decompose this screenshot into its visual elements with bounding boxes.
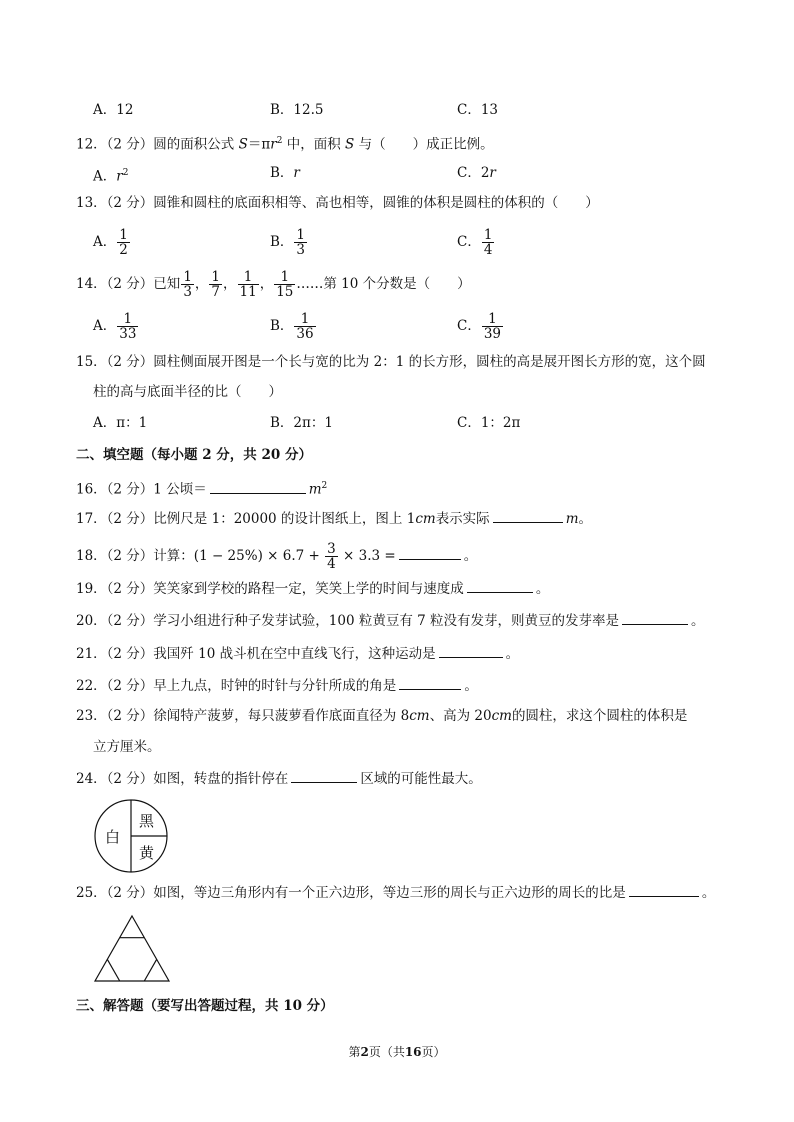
q12-option-c: C．2r bbox=[457, 165, 496, 181]
q22-answer-blank[interactable] bbox=[399, 675, 461, 690]
q21-answer-blank[interactable] bbox=[439, 643, 503, 658]
q16-answer-blank[interactable] bbox=[210, 479, 306, 494]
q13-stem: 13．（2 分）圆锥和圆柱的底面积相等、高也相等，圆锥的体积是圆柱的体积的（ ） bbox=[76, 195, 599, 211]
page-footer: 第2页（共16页） bbox=[348, 1045, 446, 1059]
triangle-hexagon-svg bbox=[93, 914, 171, 984]
q14-stem: 14．（2 分）已知 $\frac{1}{3}$ ， $\frac{1}{7}$ ， $\frac{1}{11}$ ， $\frac{1}{15}$ ……第 10 个分数是（ ） bbox=[76, 269, 471, 300]
q14-option-b: B． $\frac{1}{36}$ bbox=[270, 311, 314, 342]
q14-option-a: A． $\frac{1}{33}$ bbox=[93, 311, 137, 342]
q22-stem: 22．（2 分）早上九点，时钟的时针与分针所成的角是 。 bbox=[76, 675, 478, 696]
q18-stem: 18．（2 分）计算：(1 − 25%) × 6.7 + $\frac{3}{4}$ × 3.3 = 。 bbox=[76, 541, 478, 572]
q15-option-a: A．π：1 bbox=[93, 415, 148, 431]
q11-option-a: A．12 bbox=[93, 102, 134, 118]
q25-answer-blank[interactable] bbox=[629, 882, 699, 897]
q23-stem-line1: 23．（2 分）徐闻特产菠萝，每只菠萝看作底面直径为 8cm、高为 20cm的圆柱，求这个圆柱的体积是 bbox=[76, 708, 688, 724]
current-page-number: 2 bbox=[360, 1045, 369, 1059]
q15-stem-line1: 15．（2 分）圆柱侧面展开图是一个长与宽的比为 2：1 的长方形，圆柱的高是展开图长方形的宽，这个圆 bbox=[76, 354, 706, 370]
q12-stem: 12．（2 分）圆的面积公式 $S=\pi r^2$ 中，面积 S 与（ ）成正比例。 bbox=[76, 136, 494, 153]
q17-answer-blank[interactable] bbox=[493, 508, 563, 523]
total-page-number: 16 bbox=[404, 1045, 422, 1059]
q15-option-c: C．1：2π bbox=[457, 415, 521, 431]
q11-option-c: C．13 bbox=[457, 102, 499, 118]
q19-answer-blank[interactable] bbox=[467, 578, 533, 593]
q13-option-a: A． $\frac{1}{2}$ bbox=[93, 227, 128, 258]
q12-option-b: B．r bbox=[270, 165, 300, 181]
q13-option-b: B． $\frac{1}{3}$ bbox=[270, 227, 306, 258]
q24-stem: 24．（2 分）如图，转盘的指针停在 区域的可能性最大。 bbox=[76, 768, 482, 789]
section-3-heading: 三、解答题（要写出答题过程，共 10 分） bbox=[76, 998, 334, 1014]
q20-answer-blank[interactable] bbox=[622, 610, 688, 625]
q16-stem: 16．（2 分）1 公顷＝ $m^2$ bbox=[76, 476, 327, 500]
q15-stem-line2: 柱的高与底面半径的比（ ） bbox=[93, 384, 282, 400]
q11-option-b: B．12.5 bbox=[270, 102, 324, 118]
q24-answer-blank[interactable] bbox=[291, 768, 357, 783]
q23-stem-line2: 立方厘米。 bbox=[93, 739, 161, 755]
q25-stem: 25．（2 分）如图，等边三角形内有一个正六边形，等边三形的周长与正六边形的周长的比是 。 bbox=[76, 882, 715, 903]
spinner-figure bbox=[93, 798, 169, 874]
triangle-hexagon-figure bbox=[93, 914, 171, 984]
q17-stem: 17．（2 分）比例尺是 1：20000 的设计图纸上，图上 1cm表示实际 m。 bbox=[76, 508, 592, 529]
spinner-label-yellow: 黄 bbox=[139, 844, 155, 862]
q20-stem: 20．（2 分）学习小组进行种子发芽试验，100 粒黄豆有 7 粒没有发芽，则黄豆的发芽率是 。 bbox=[76, 610, 705, 631]
q18-answer-blank[interactable] bbox=[399, 545, 461, 560]
spinner-label-black: 黑 bbox=[139, 812, 155, 830]
q15-option-b: B．2π：1 bbox=[270, 415, 333, 431]
hexagon-cut-left bbox=[107, 959, 119, 981]
q14-option-c: C． $\frac{1}{39}$ bbox=[457, 311, 502, 342]
hexagon-cut-right bbox=[144, 959, 156, 981]
q12-option-a: A．$r^2$ bbox=[93, 168, 129, 185]
q19-stem: 19．（2 分）笑笑家到学校的路程一定，笑笑上学的时间与速度成 。 bbox=[76, 578, 549, 599]
spinner-label-white: 白 bbox=[105, 828, 121, 846]
q13-option-c: C． $\frac{1}{4}$ bbox=[457, 227, 493, 258]
outer-triangle bbox=[95, 916, 169, 981]
section-2-heading: 二、填空题（每小题 2 分，共 20 分） bbox=[76, 447, 312, 463]
q21-stem: 21．（2 分）我国歼 10 战斗机在空中直线飞行，这种运动是 。 bbox=[76, 643, 519, 664]
